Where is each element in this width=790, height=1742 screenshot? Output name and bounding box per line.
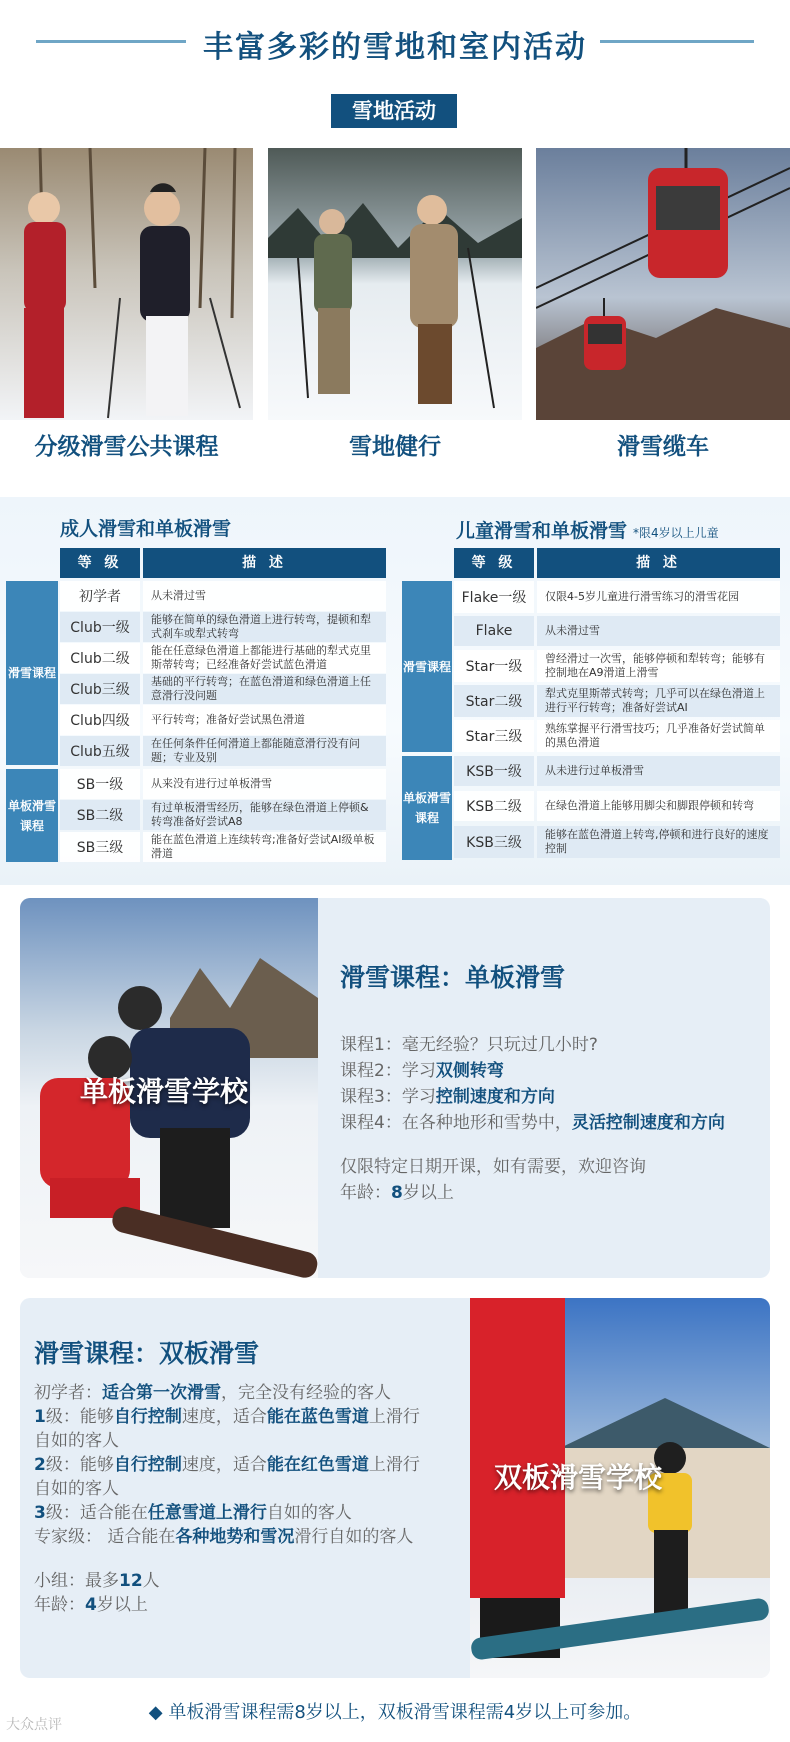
kids-col-desc-header: 描 述 [537, 548, 780, 578]
ski-heading: 滑雪课程：双板滑雪 [34, 1339, 260, 1368]
level-cell: Club三级 [60, 674, 140, 704]
kids-col-level-header: 等 级 [454, 548, 534, 578]
level-cell: SB二级 [60, 800, 140, 830]
age-value: 4 [85, 1595, 97, 1615]
desc-cell: 从未进行过单板滑雪 [537, 756, 780, 786]
lesson-text: ：学习 [384, 1061, 436, 1081]
text: 级：能够 [45, 1455, 114, 1475]
age-value: 8 [391, 1183, 403, 1203]
snowboard-heading: 滑雪课程：单板滑雪 [340, 963, 566, 992]
section-badge: 雪地活动 [331, 94, 457, 128]
table-row [60, 612, 386, 642]
kids-title-text: 儿童滑雪和单板滑雪 [456, 520, 628, 542]
text: 滑行自如的客人 [294, 1527, 414, 1547]
activity-caption-cable-car: 滑雪缆车 [617, 434, 709, 460]
desc-cell: 从未滑过雪 [143, 581, 386, 611]
table-row [60, 769, 386, 799]
level-cell: Club一级 [60, 612, 140, 642]
desc-cell: 犁式克里斯蒂式转弯；几乎可以在绿色滑道上进行平行转弯；准备好尝试AI [537, 685, 780, 717]
level-num: 2 [34, 1455, 46, 1475]
table-row [454, 826, 780, 858]
level-cell: Star二级 [454, 685, 534, 717]
group-value: 12 [119, 1571, 143, 1591]
table-row [60, 736, 386, 766]
group-tail: 人 [142, 1571, 160, 1591]
ski-beginner [34, 1378, 391, 1403]
activity-caption-ski-lesson: 分级滑雪公共课程 [34, 434, 219, 460]
ski-level-1-cont: 自如的客人 [34, 1431, 119, 1451]
table-row [454, 720, 780, 752]
highlight: 适合第一次滑雪 [102, 1383, 221, 1403]
cable-car-photo [536, 148, 790, 420]
level-cell: Club二级 [60, 643, 140, 673]
level-cell: Star三级 [454, 720, 534, 752]
table-row [60, 832, 386, 862]
desc-cell: 能够在简单的绿色滑道上进行转弯，提顿和犁式刹车或犁式转弯 [143, 612, 386, 642]
level-cell: Club四级 [60, 705, 140, 735]
highlight: 各种地势和雪况 [175, 1527, 295, 1547]
level-cell: SB一级 [60, 769, 140, 799]
level-cell: KSB二级 [454, 791, 534, 821]
level-cell: Club五级 [60, 736, 140, 766]
desc-cell: 曾经滑过一次雪，能够停顿和犁转弯；能够有控制地在A9滑道上滑雪 [537, 650, 780, 682]
highlight: 任意雪道上滑行 [147, 1503, 267, 1523]
lesson-highlight: 双侧转弯 [435, 1061, 504, 1081]
adult-table-title: 成人滑雪和单板滑雪 [60, 518, 232, 540]
ski-expert [34, 1522, 413, 1547]
age-tail: 岁以上 [96, 1595, 148, 1615]
kids-snowboard-group-label: 单板滑雪课程 [402, 756, 452, 860]
level-cell: SB三级 [60, 832, 140, 862]
lesson-key: 课程4 [340, 1113, 385, 1133]
level-cell: Flake [454, 616, 534, 646]
age-requirement-note: ◆ 单板滑雪课程需8岁以上，双板滑雪课程需4岁以上可参加。 [148, 1702, 642, 1723]
ski-age [34, 1590, 148, 1615]
text: 初学者： [34, 1383, 102, 1403]
text: 速度，适合 [181, 1455, 267, 1475]
ski-level-2-cont: 自如的客人 [34, 1479, 119, 1499]
snow-hiking-photo [268, 148, 522, 420]
snowboard-notice: 仅限特定日期开课，如有需要，欢迎咨询 [340, 1157, 646, 1177]
adult-col-desc-header: 描 述 [143, 548, 386, 578]
lesson-text: ：学习 [384, 1087, 436, 1107]
highlight: 能在蓝色雪道 [266, 1407, 369, 1427]
highlight: 能在红色雪道 [266, 1455, 369, 1475]
table-row [60, 581, 386, 611]
desc-cell: 从来没有进行过单板滑雪 [143, 769, 386, 799]
ski-level-2 [34, 1450, 420, 1475]
highlight: 自行控制 [113, 1455, 182, 1475]
age-label: 年龄： [34, 1595, 85, 1615]
adult-snowboard-group-label: 单板滑雪课程 [6, 769, 58, 862]
text: 速度，适合 [181, 1407, 267, 1427]
table-row [454, 791, 780, 821]
lesson-highlight: 灵活控制速度和方向 [571, 1113, 725, 1133]
adult-ski-group-label: 滑雪课程 [6, 581, 58, 765]
kids-age-note: *限4岁以上儿童 [633, 526, 719, 540]
desc-cell: 基础的平行转弯；在蓝色滑道和绿色滑道上任意滑行没问题 [143, 674, 386, 704]
level-cell: Star一级 [454, 650, 534, 682]
kids-ski-group-label: 滑雪课程 [402, 581, 452, 752]
desc-cell: 熟练掌握平行滑雪技巧；几乎准备好尝试简单的黑色滑道 [537, 720, 780, 752]
level-cell: Flake一级 [454, 581, 534, 613]
text: 专家级： 适合能在 [34, 1527, 176, 1547]
desc-cell: 平行转弯；准备好尝试黑色滑道 [143, 705, 386, 735]
desc-cell: 能在蓝色滑道上连续转弯;准备好尝试AI级单板滑道 [143, 832, 386, 862]
table-row [454, 685, 780, 717]
snowboard-age [340, 1178, 454, 1203]
lesson-4 [340, 1108, 725, 1133]
level-cell: 初学者 [60, 581, 140, 611]
lesson-key: 课程3 [340, 1087, 385, 1107]
table-row [60, 705, 386, 735]
level-num: 3 [34, 1503, 46, 1523]
desc-cell: 仅限4-5岁儿童进行滑雪练习的滑雪花园 [537, 581, 780, 613]
watermark: 大众点评 [6, 1717, 62, 1733]
ski-level-1 [34, 1402, 420, 1427]
table-row [60, 800, 386, 830]
desc-cell: 在任何条件任何滑道上都能随意滑行没有问题；专业及别 [143, 736, 386, 766]
desc-cell: 在绿色滑道上能够用脚尖和脚跟停顿和转弯 [537, 791, 780, 821]
page-title: 丰富多彩的雪地和室内活动 [203, 30, 587, 65]
ski-group-size [34, 1566, 160, 1591]
kids-table-title [456, 516, 719, 543]
lesson-text: ：毫无经验？只玩过几小时? [384, 1035, 598, 1055]
ski-school-label: 双板滑雪学校 [494, 1461, 663, 1494]
text: 上滑行 [368, 1455, 420, 1475]
text: 级：适合能在 [45, 1503, 148, 1523]
ski-course-card [20, 1298, 770, 1678]
desc-cell: 能够在蓝色滑道上转弯,停顿和进行良好的速度控制 [537, 826, 780, 858]
lesson-1 [340, 1030, 598, 1055]
level-num: 1 [34, 1407, 46, 1427]
text: 自如的客人 [266, 1503, 352, 1523]
lesson-key: 课程1 [340, 1035, 385, 1055]
text: ，完全没有经验的客人 [221, 1383, 391, 1403]
level-cell: KSB三级 [454, 826, 534, 858]
adult-col-level-header: 等 级 [60, 548, 140, 578]
snowboard-school-label: 单板滑雪学校 [80, 1075, 249, 1108]
activity-caption-snow-hiking: 雪地健行 [349, 434, 441, 460]
ski-lesson-photo [0, 148, 253, 420]
page-header [0, 18, 790, 68]
desc-cell: 从未滑过雪 [537, 616, 780, 646]
text: 级：能够 [45, 1407, 114, 1427]
lesson-text: ：在各种地形和雪势中， [384, 1113, 572, 1133]
text: 上滑行 [368, 1407, 420, 1427]
table-row [60, 643, 386, 673]
highlight: 自行控制 [113, 1407, 182, 1427]
table-row [60, 674, 386, 704]
age-tail: 岁以上 [402, 1183, 454, 1203]
desc-cell: 有过单板滑雪经历，能够在绿色滑道上停顿&转弯准备好尝试A8 [143, 800, 386, 830]
table-row [454, 581, 780, 613]
ski-level-3 [34, 1498, 352, 1523]
title-divider-right [600, 40, 754, 43]
table-row [454, 650, 780, 682]
lesson-highlight: 控制速度和方向 [435, 1087, 555, 1107]
lesson-2 [340, 1056, 504, 1081]
lesson-key: 课程2 [340, 1061, 385, 1081]
lesson-3 [340, 1082, 555, 1107]
table-row [454, 756, 780, 786]
table-row [454, 616, 780, 646]
level-tables-section [0, 497, 790, 885]
snowboard-course-card [20, 898, 770, 1278]
level-cell: KSB一级 [454, 756, 534, 786]
group-label: 小组：最多 [34, 1571, 119, 1591]
desc-cell: 能在任意绿色滑道上都能进行基础的犁式克里斯蒂转弯；已经准备好尝试蓝色滑道 [143, 643, 386, 673]
age-label: 年龄： [340, 1183, 391, 1203]
